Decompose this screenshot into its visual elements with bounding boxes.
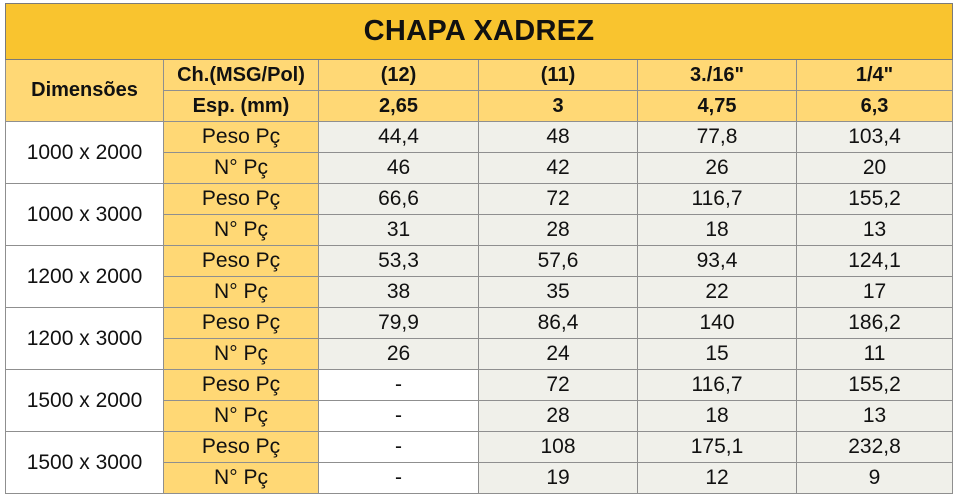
weight-value: 155,2 — [797, 370, 953, 401]
count-label: N° Pç — [164, 401, 319, 432]
title-row — [6, 4, 953, 60]
weight-value: 116,7 — [638, 184, 797, 215]
count-value: 17 — [797, 277, 953, 308]
weight-value: 72 — [479, 370, 638, 401]
count-value: 18 — [638, 401, 797, 432]
count-label: N° Pç — [164, 463, 319, 494]
weight-value: 93,4 — [638, 246, 797, 277]
weight-value: 108 — [479, 432, 638, 463]
count-value: 22 — [638, 277, 797, 308]
thickness-col-3: 4,75 — [638, 91, 797, 122]
weight-value: 79,9 — [319, 308, 479, 339]
count-value: 46 — [319, 153, 479, 184]
count-value: 28 — [479, 401, 638, 432]
table-row — [6, 122, 953, 153]
thickness-col-4: 6,3 — [797, 91, 953, 122]
count-value: 38 — [319, 277, 479, 308]
weight-label: Peso Pç — [164, 122, 319, 153]
weight-value: 232,8 — [797, 432, 953, 463]
dimension-cell: 1200 x 3000 — [6, 308, 164, 370]
weight-label: Peso Pç — [164, 432, 319, 463]
weight-value: 53,3 — [319, 246, 479, 277]
count-value: 26 — [638, 153, 797, 184]
weight-value: 77,8 — [638, 122, 797, 153]
count-value: 19 — [479, 463, 638, 494]
count-value: 13 — [797, 215, 953, 246]
count-value: 28 — [479, 215, 638, 246]
header-row-gauge — [6, 60, 953, 91]
gauge-col-2: (11) — [479, 60, 638, 91]
count-value: 26 — [319, 339, 479, 370]
table-row — [6, 184, 953, 215]
count-value: 42 — [479, 153, 638, 184]
count-value: - — [319, 463, 479, 494]
weight-value: - — [319, 370, 479, 401]
weight-value: 57,6 — [479, 246, 638, 277]
dimension-cell: 1000 x 3000 — [6, 184, 164, 246]
weight-value: 175,1 — [638, 432, 797, 463]
count-value: 11 — [797, 339, 953, 370]
count-value: 13 — [797, 401, 953, 432]
weight-value: 48 — [479, 122, 638, 153]
count-value: 15 — [638, 339, 797, 370]
gauge-col-4: 1/4" — [797, 60, 953, 91]
count-label: N° Pç — [164, 339, 319, 370]
weight-value: 155,2 — [797, 184, 953, 215]
chapa-xadrez-table — [5, 3, 953, 494]
count-label: N° Pç — [164, 153, 319, 184]
thickness-header: Esp. (mm) — [164, 91, 319, 122]
weight-value: 86,4 — [479, 308, 638, 339]
count-label: N° Pç — [164, 277, 319, 308]
table-row — [6, 432, 953, 463]
table-container — [5, 3, 953, 494]
table-row — [6, 370, 953, 401]
gauge-header: Ch.(MSG/Pol) — [164, 60, 319, 91]
dimension-cell: 1500 x 2000 — [6, 370, 164, 432]
count-value: 31 — [319, 215, 479, 246]
thickness-col-2: 3 — [479, 91, 638, 122]
count-value: 12 — [638, 463, 797, 494]
weight-value: 66,6 — [319, 184, 479, 215]
weight-value: 72 — [479, 184, 638, 215]
dimension-cell: 1000 x 2000 — [6, 122, 164, 184]
weight-value: 140 — [638, 308, 797, 339]
table-row — [6, 246, 953, 277]
gauge-col-3: 3./16" — [638, 60, 797, 91]
count-value: - — [319, 401, 479, 432]
weight-value: 103,4 — [797, 122, 953, 153]
weight-label: Peso Pç — [164, 308, 319, 339]
table-title: CHAPA XADREZ — [6, 4, 953, 60]
weight-label: Peso Pç — [164, 246, 319, 277]
weight-value: 116,7 — [638, 370, 797, 401]
dimensions-header: Dimensões — [6, 60, 164, 122]
weight-value: 124,1 — [797, 246, 953, 277]
weight-label: Peso Pç — [164, 370, 319, 401]
count-value: 24 — [479, 339, 638, 370]
table-row — [6, 308, 953, 339]
count-value: 35 — [479, 277, 638, 308]
count-label: N° Pç — [164, 215, 319, 246]
gauge-col-1: (12) — [319, 60, 479, 91]
weight-label: Peso Pç — [164, 184, 319, 215]
dimension-cell: 1200 x 2000 — [6, 246, 164, 308]
count-value: 9 — [797, 463, 953, 494]
thickness-col-1: 2,65 — [319, 91, 479, 122]
weight-value: 186,2 — [797, 308, 953, 339]
count-value: 18 — [638, 215, 797, 246]
weight-value: 44,4 — [319, 122, 479, 153]
weight-value: - — [319, 432, 479, 463]
count-value: 20 — [797, 153, 953, 184]
dimension-cell: 1500 x 3000 — [6, 432, 164, 494]
